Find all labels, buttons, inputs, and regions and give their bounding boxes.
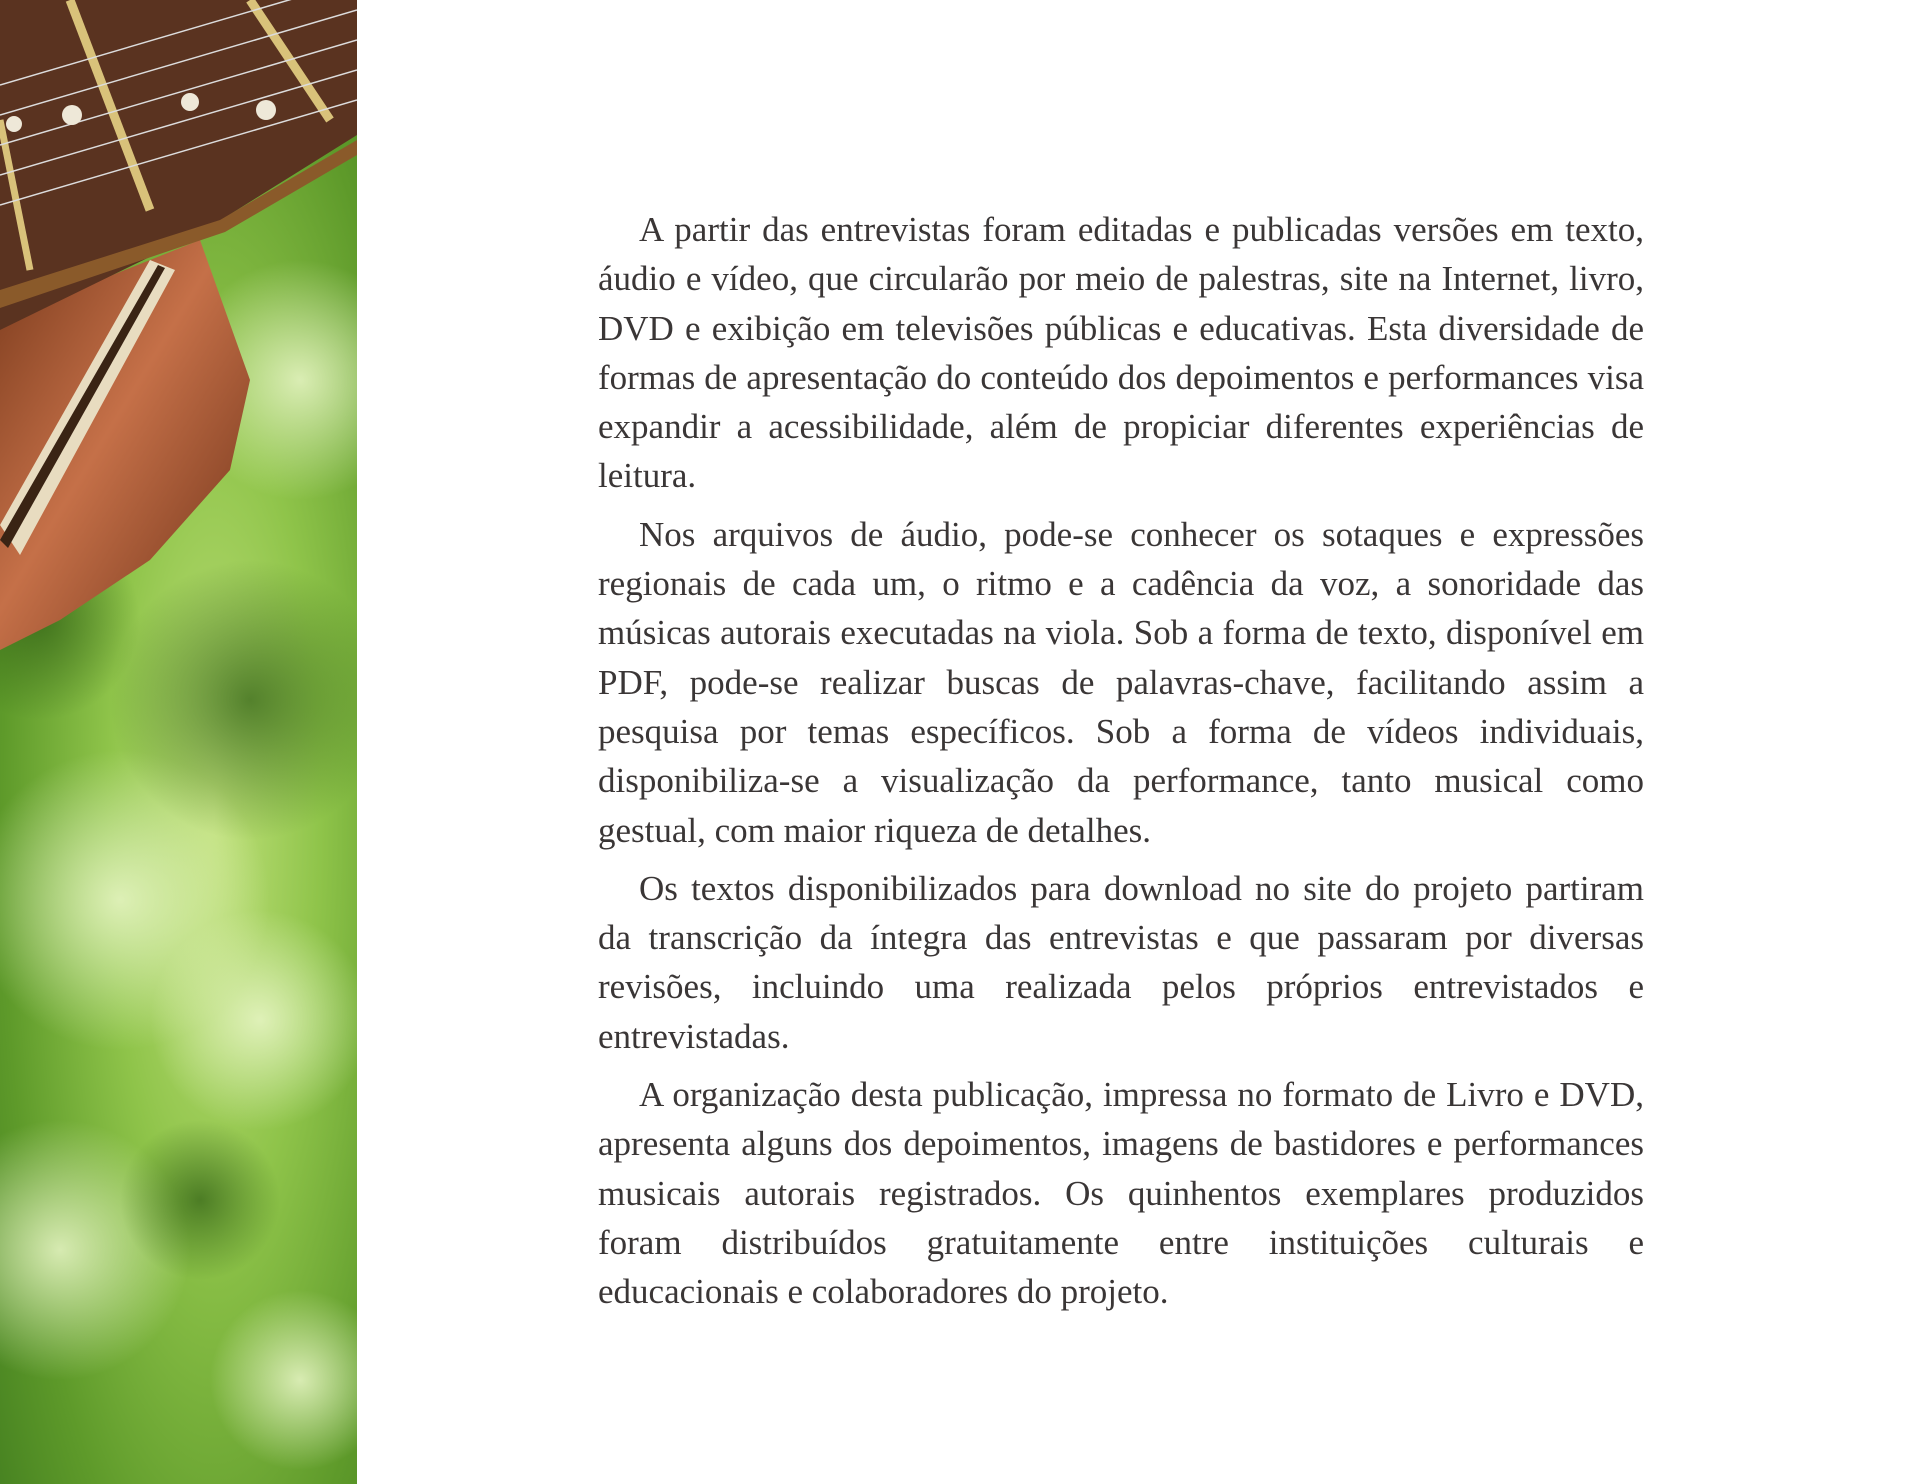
paragraph: A organização desta publicação, impressa no formato de Livro e DVD, apresenta alguns dos depoimentos, imagens de bastidores e performances musicais autorais registrados. Os quinhentos exemplares produzidos foram distribuídos gratuitamente entre instituições culturais e educacionais e colaboradores do projeto.: [598, 1075, 1644, 1312]
paragraph: Os textos disponibilizados para download no site do projeto partiram da transcrição da íntegra das entrevistas e que passaram por diversas revisões, incluindo uma realizada pelos próprios entrevistados e entrevistadas.: [598, 868, 1644, 1056]
body-text: [598, 205, 1644, 1326]
paragraph: A partir das entrevistas foram editadas e publicadas versões em texto, áudio e vídeo, que circularão por meio de palestras, site na Internet, livro, DVD e exibição em televisões públicas e educativas. Esta diversidade de formas de apresentação do conteúdo dos depoimentos e performances visa expandir a acessibilidade, além de propiciar diferentes experiências de leitura.: [598, 210, 1644, 496]
guitar-illustration: [0, 0, 357, 1484]
paragraph: Nos arquivos de áudio, pode-se conhecer os sotaques e expressões regionais de cada um, o ritmo e a cadência da voz, a sonoridade das músicas autorais executadas na viola. Sob a forma de texto, disponível em PDF, pode-se realizar buscas de palavras-chave, facilitando assim a pesquisa por temas específicos. Sob a forma de vídeos individuais, disponibiliza-se a visualização da performance, tanto musical como gestual, com maior riqueza de detalhes.: [598, 514, 1644, 850]
guitar-photo: [0, 0, 357, 1484]
